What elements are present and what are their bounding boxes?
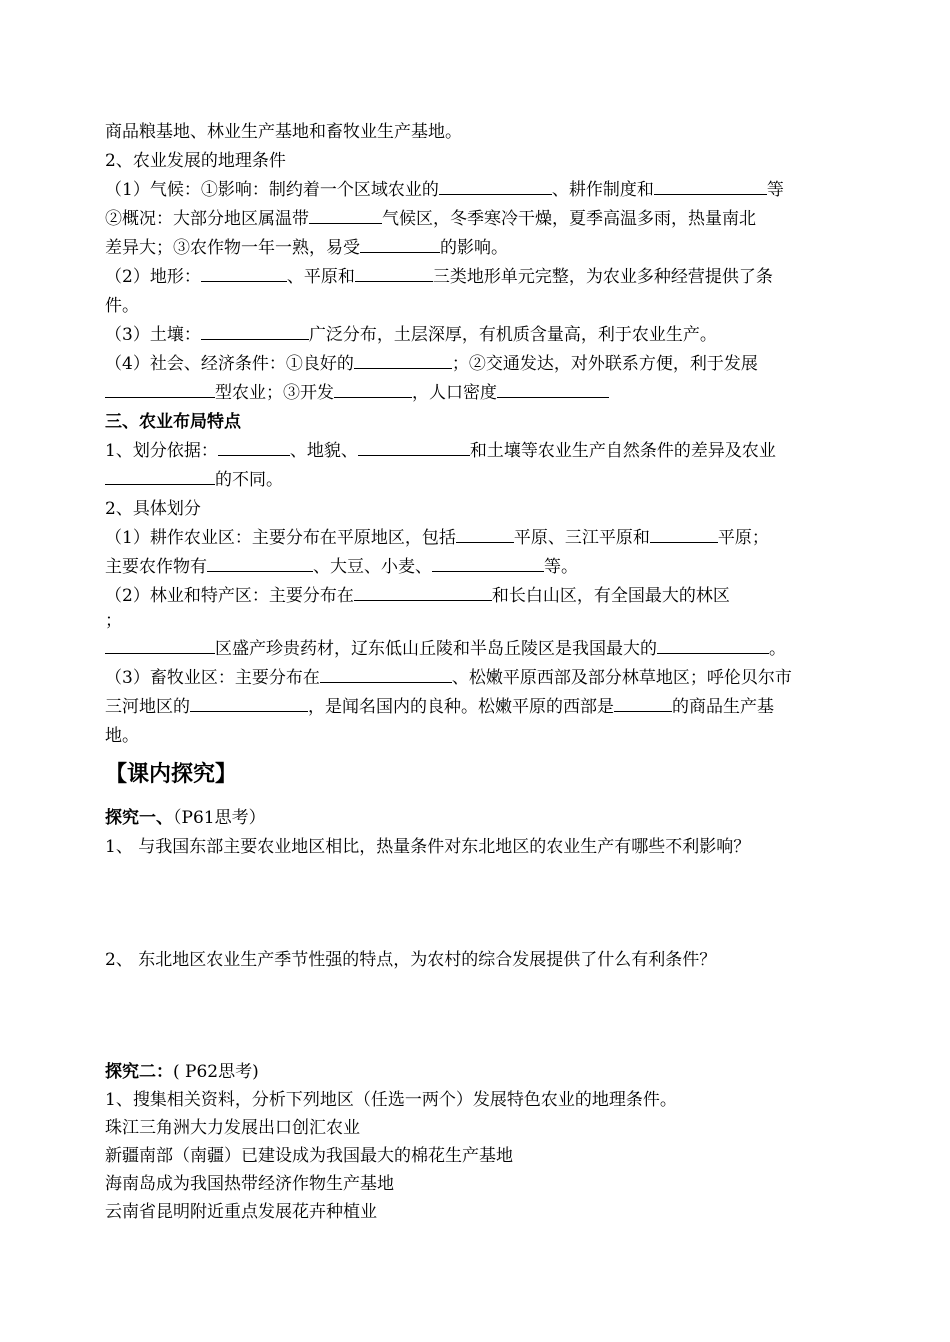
fill-blank[interactable]	[354, 584, 492, 601]
text-line	[105, 555, 578, 579]
text-line	[105, 439, 776, 463]
text-segment: 和长白山区，有全国最大的林区	[491, 586, 730, 606]
fill-blank[interactable]	[320, 666, 452, 683]
fill-blank[interactable]	[105, 637, 215, 654]
text-segment: 区盛产珍贵药材，辽东低山丘陵和半岛丘陵区是我国最大的	[215, 639, 657, 659]
text-segment: ，人口密度	[412, 383, 497, 403]
text-segment: （2）林业和特产区：主要分布在	[105, 586, 354, 606]
text-line	[105, 352, 758, 376]
text-segment: 、耕作制度和	[551, 180, 654, 200]
text-segment: 等。	[544, 557, 578, 577]
text-line: 件。	[105, 296, 139, 316]
text-segment: 型农业；③开发	[215, 383, 334, 403]
text-line: 商品粮基地、林业生产基地和畜牧业生产基地。	[105, 122, 462, 142]
text-line	[105, 695, 774, 719]
text-line	[105, 666, 792, 690]
text-segment: 的商品生产基	[672, 697, 774, 717]
text-line: ；	[105, 611, 122, 631]
text-segment: （4）社会、经济条件：①良好的	[105, 354, 354, 374]
fill-blank[interactable]	[309, 207, 382, 224]
text-line	[105, 806, 266, 830]
text-line	[105, 178, 784, 202]
fill-blank[interactable]	[654, 178, 767, 195]
fill-blank[interactable]	[456, 526, 514, 543]
text-segment: （3）畜牧业区：主要分布在	[105, 668, 320, 688]
text-segment: 气候区，冬季寒冷干燥，夏季高温多雨，热量南北	[382, 209, 756, 229]
text-line	[105, 323, 717, 347]
fill-blank[interactable]	[354, 352, 452, 369]
text-segment: 平原；	[717, 528, 769, 548]
text-segment: ②概况：大部分地区属温带	[105, 209, 309, 229]
list-item: 海南岛成为我国热带经济作物生产基地	[105, 1174, 394, 1194]
text-line: 1、搜集相关资料，分析下列地区（任选一两个）发展特色农业的地理条件。	[105, 1090, 677, 1110]
text-segment: 三河地区的	[105, 697, 190, 717]
inquiry-label: 探究二：	[105, 1062, 173, 1082]
text-segment: 三类地形单元完整，为农业多种经营提供了条	[432, 267, 773, 287]
text-line: 地。	[105, 726, 139, 746]
list-item: 珠江三角洲大力发展出口创汇农业	[105, 1118, 360, 1138]
text-segment: 、平原和	[286, 267, 355, 287]
fill-blank[interactable]	[360, 236, 440, 253]
text-line	[105, 468, 283, 492]
fill-blank[interactable]	[614, 695, 672, 712]
fill-blank[interactable]	[105, 381, 215, 398]
fill-blank[interactable]	[201, 265, 287, 282]
text-segment: 等	[766, 180, 784, 200]
fill-blank[interactable]	[432, 555, 544, 572]
text-segment: ( P62思考)	[173, 1062, 259, 1082]
text-segment: （1）气候：①影响：制约着一个区域农业的	[105, 180, 439, 200]
text-segment: （1）耕作农业区：主要分布在平原地区，包括	[105, 528, 456, 548]
text-segment: 和土壤等农业生产自然条件的差异及农业	[469, 441, 776, 461]
text-segment: 、地貌、	[289, 441, 358, 461]
text-line	[105, 1060, 259, 1084]
fill-blank[interactable]	[497, 381, 609, 398]
text-line	[105, 207, 756, 231]
text-line	[105, 526, 769, 550]
page-heading: 【课内探究】	[105, 761, 238, 787]
text-line	[105, 236, 508, 260]
list-item: 新疆南部（南疆）已建设成为我国最大的棉花生产基地	[105, 1146, 513, 1166]
text-segment: 的影响。	[440, 238, 508, 258]
fill-blank[interactable]	[334, 381, 412, 398]
fill-blank[interactable]	[439, 178, 552, 195]
fill-blank[interactable]	[190, 695, 308, 712]
section-heading: 三、农业布局特点	[105, 412, 241, 432]
text-segment: 。	[769, 639, 786, 659]
fill-blank[interactable]	[207, 555, 313, 572]
text-segment: 主要农作物有	[105, 557, 207, 577]
fill-blank[interactable]	[650, 526, 718, 543]
section-subtitle: 2、农业发展的地理条件	[105, 151, 286, 171]
text-segment: ；②交通发达，对外联系方便，利于发展	[451, 354, 758, 374]
text-line	[105, 265, 773, 289]
text-segment: （P61思考）	[173, 808, 266, 828]
text-segment: 、松嫩平原西部及部分林草地区；呼伦贝尔市	[451, 668, 792, 688]
text-segment: 广泛分布，土层深厚，有机质含量高，利于农业生产。	[308, 325, 717, 345]
fill-blank[interactable]	[105, 468, 215, 485]
text-segment: （2）地形：	[105, 267, 201, 287]
fill-blank[interactable]	[358, 439, 470, 456]
text-line	[105, 381, 609, 405]
text-segment: 、大豆、小麦、	[313, 557, 432, 577]
text-segment: 差异大；③农作物一年一熟，易受	[105, 238, 360, 258]
inquiry-label: 探究一、	[105, 808, 173, 828]
text-segment: 1、划分依据：	[105, 441, 218, 461]
text-line	[105, 584, 730, 608]
text-segment: （3）土壤：	[105, 325, 201, 345]
section-subtitle: 2、具体划分	[105, 499, 201, 519]
text-segment: ，是闻名国内的良种。松嫩平原的西部是	[308, 697, 614, 717]
text-segment: 的不同。	[215, 470, 283, 490]
text-segment: 平原、三江平原和	[513, 528, 650, 548]
fill-blank[interactable]	[355, 265, 433, 282]
question-text: 1、 与我国东部主要农业地区相比，热量条件对东北地区的农业生产有哪些不利影响？	[105, 837, 751, 857]
fill-blank[interactable]	[657, 637, 769, 654]
text-line	[105, 637, 786, 661]
fill-blank[interactable]	[201, 323, 309, 340]
question-text: 2、 东北地区农业生产季节性强的特点，为农村的综合发展提供了什么有利条件？	[105, 950, 717, 970]
list-item: 云南省昆明附近重点发展花卉种植业	[105, 1202, 377, 1222]
fill-blank[interactable]	[218, 439, 290, 456]
